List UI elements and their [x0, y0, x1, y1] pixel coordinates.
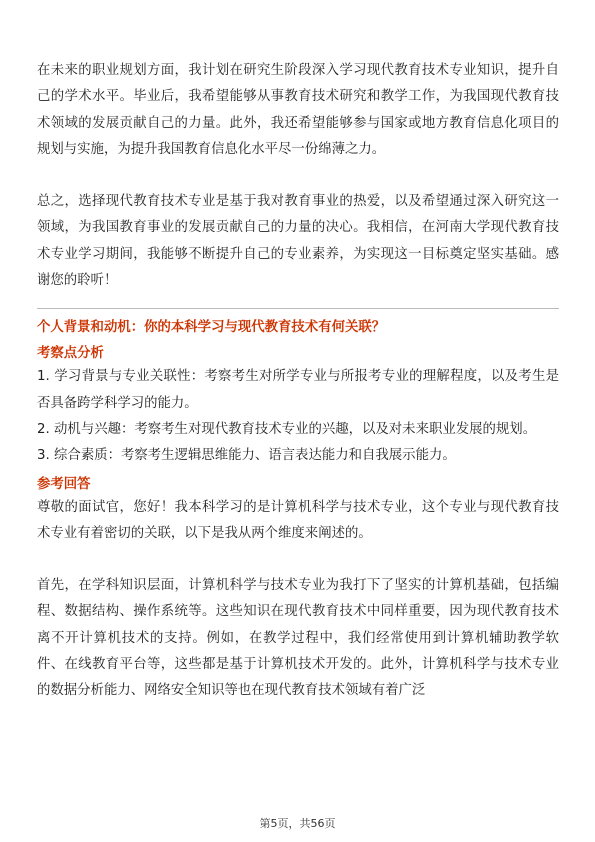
analysis-item-3: 3. 综合素质：考察考生逻辑思维能力、语言表达能力和自我展示能力。 [37, 448, 456, 464]
question-heading: 个人背景和动机：你的本科学习与现代教育技术有何关联？ [37, 320, 386, 336]
section-divider [37, 308, 559, 309]
answer-paragraph-greeting: 尊敬的面试官，您好！我本科学习的是计算机科学与技术专业，这个专业与现代教育技术专业有着密切的关联，以下是我从两个维度来阐述的。 [37, 499, 559, 541]
intro-paragraph-summary: 总之，选择现代教育技术专业是基于我对教育事业的热爱，以及希望通过深入研究这一领域，为我国教育事业的发展贡献自己的力量的决心。我相信，在河南大学现代教育技术专业学习期间，我能够不断提升自己的专业素养，为实现这一目标奠定坚实基础。感谢您的聆听！ [37, 194, 559, 289]
analysis-item-2: 2. 动机与兴趣：考察考生对现代教育技术专业的兴趣，以及对未来职业发展的规划。 [37, 421, 537, 437]
page-footer: 第5页，共56页 [259, 817, 336, 830]
document-page [37, 58, 559, 705]
intro-paragraph-career: 在未来的职业规划方面，我计划在研究生阶段深入学习现代教育技术专业知识，提升自己的学术水平。毕业后，我希望能够从事教育技术研究和教学工作，为我国现代教育技术领域的发展贡献自己的力量。此外，我还希望能够参与国家或地方教育信息化项目的规划与实施，为提升我国教育信息化水平尽一份绵薄之力。 [37, 63, 559, 157]
paragraph-gap [37, 547, 559, 573]
analysis-item-1: 1. 学习背景与专业关联性：考察考生对所学专业与所报考专业的理解程度，以及考生是否具备跨学科学习的能力。 [37, 369, 559, 411]
paragraph-gap [37, 163, 559, 189]
answer-paragraph-knowledge: 首先，在学科知识层面，计算机科学与技术专业为我打下了坚实的计算机基础，包括编程、数据结构、操作系统等。这些知识在现代教育技术中同样重要，因为现代教育技术离不开计算机技术的支持。例如，在教学过程中，我们经常使用到计算机辅助教学软件、在线教育平台等，这些都是基于计算机技术开发的。此外，计算机科学与技术专业的数据分析能力、网络安全知识等也在现代教育技术领域有着广泛 [37, 578, 559, 699]
analysis-heading: 考察点分析 [37, 346, 104, 362]
answer-heading: 参考回答 [37, 476, 91, 492]
